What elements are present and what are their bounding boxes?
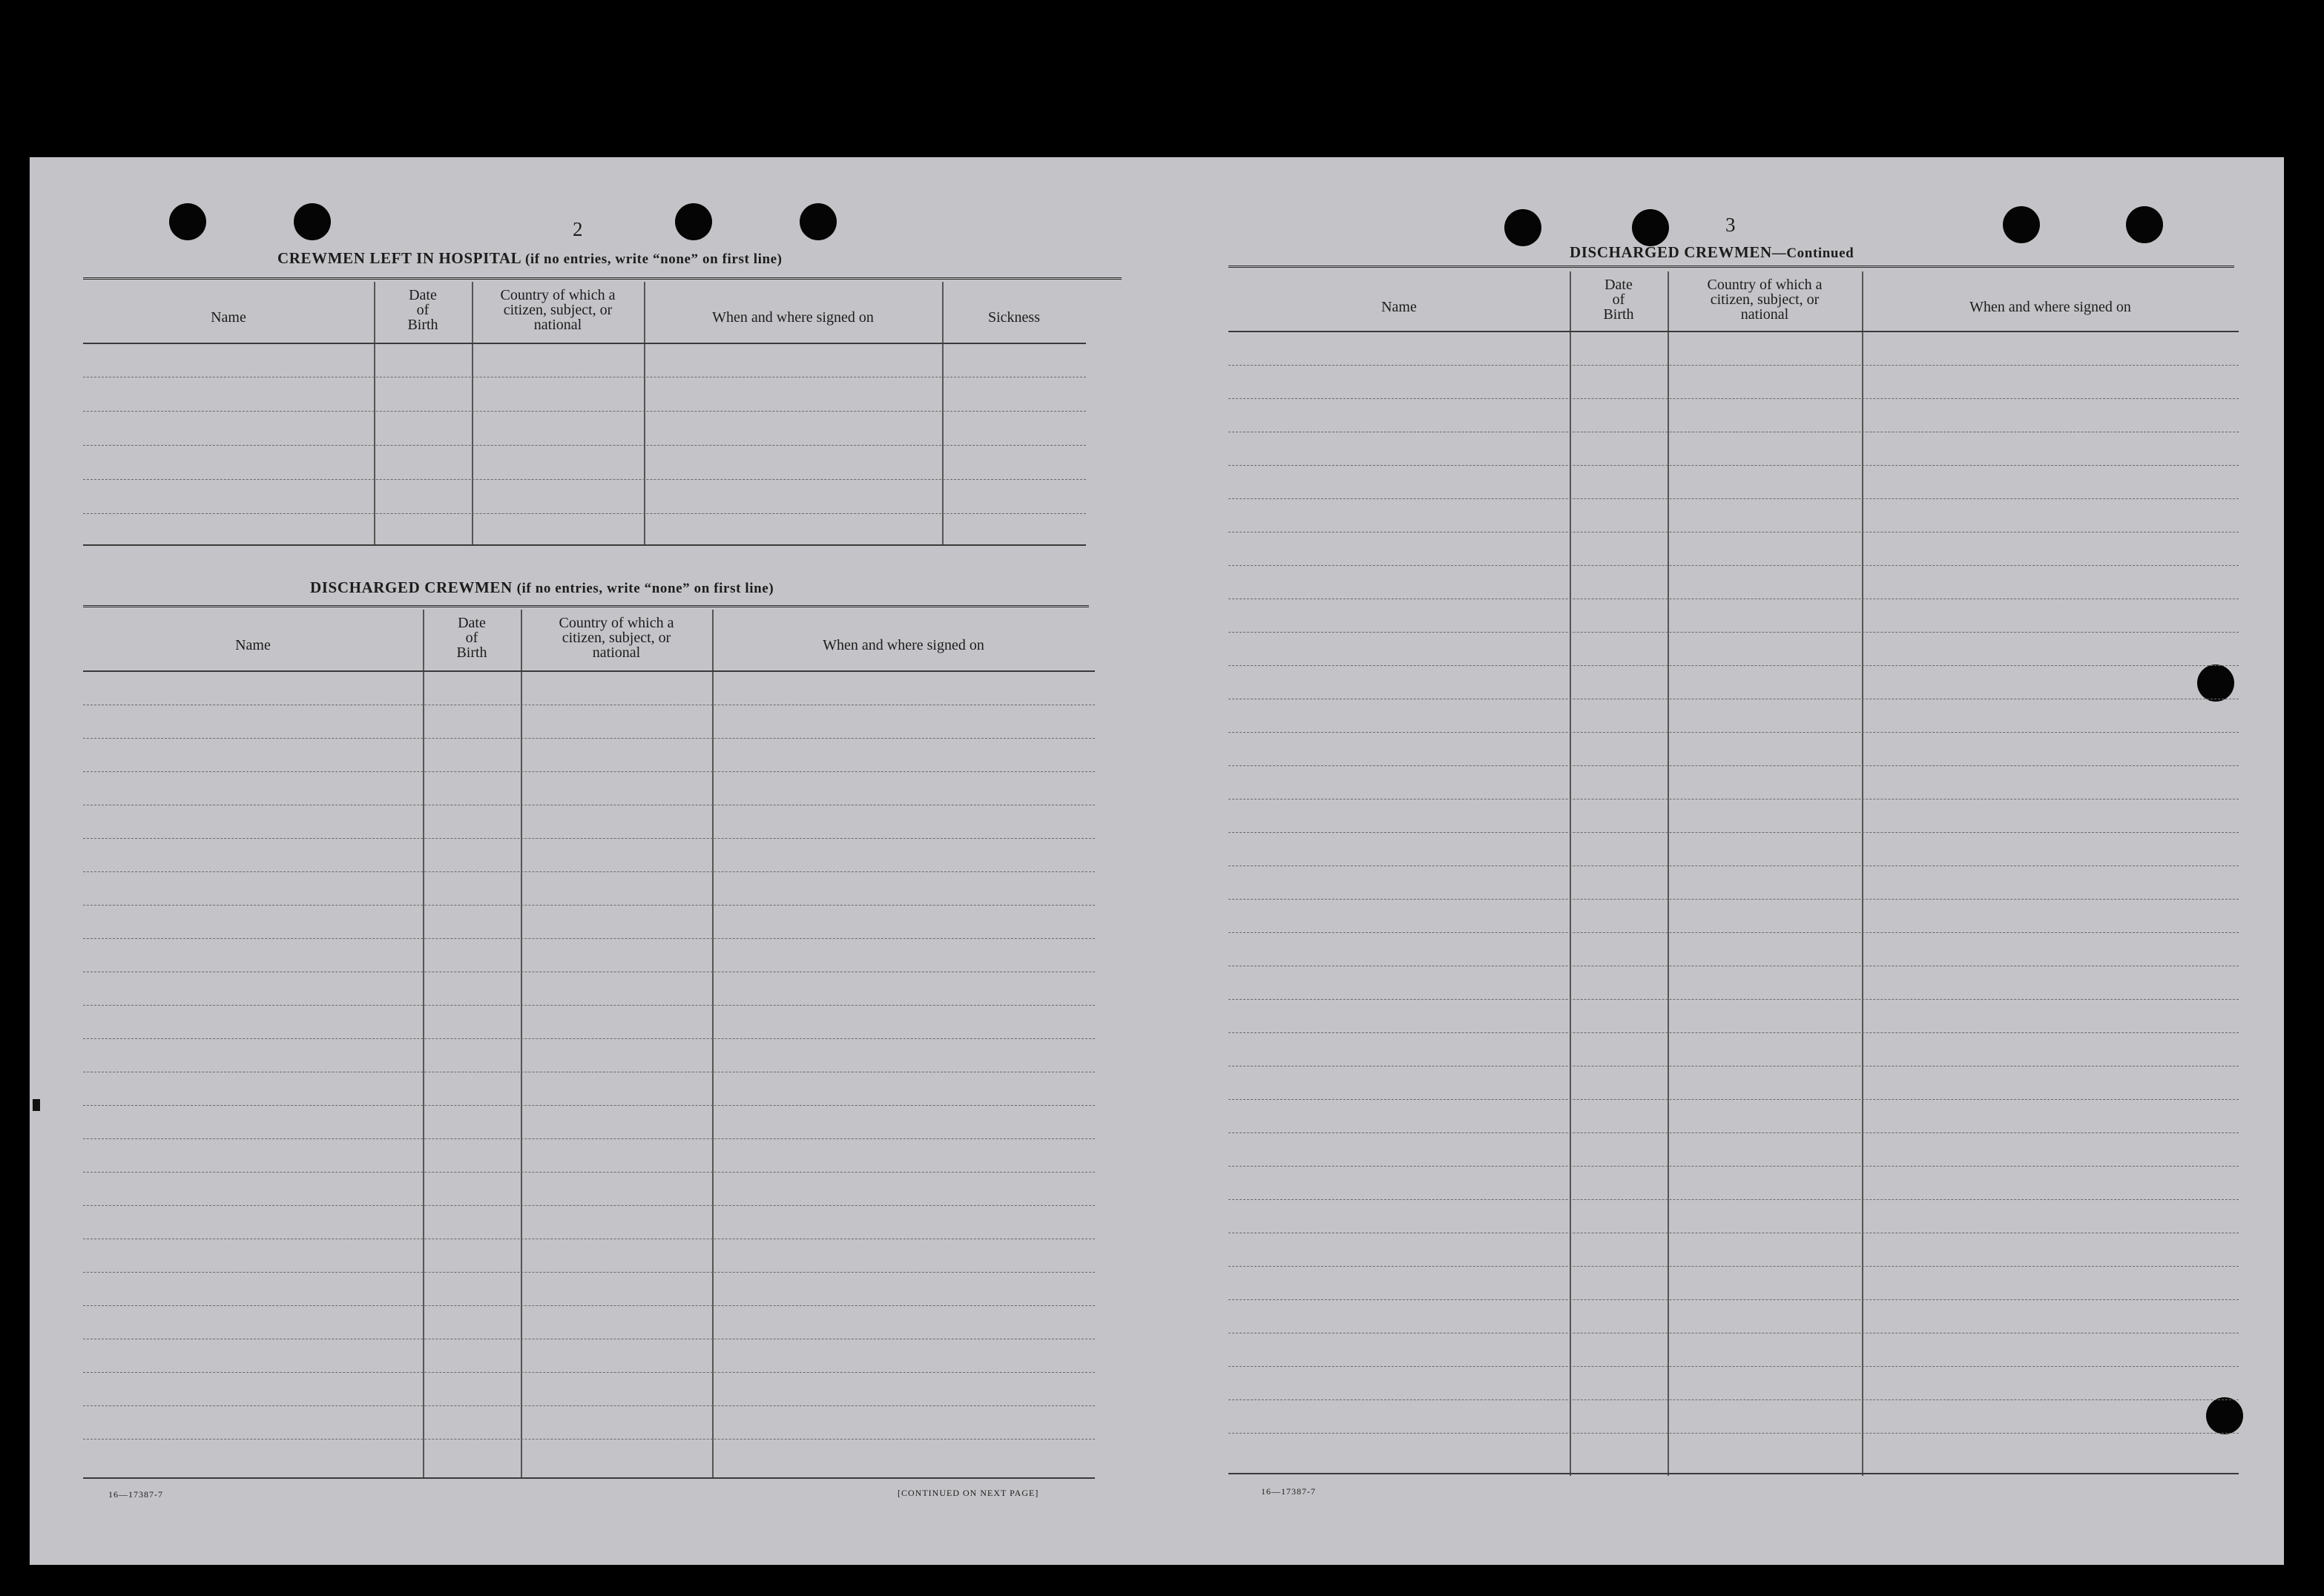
discharged-title-bold: DISCHARGED CREWMEN <box>310 578 513 596</box>
table-bottom-rule <box>1228 1473 2239 1474</box>
entry-line <box>83 938 1095 939</box>
column-header-date-of-birth: Date of Birth <box>407 287 438 333</box>
hospital-title-bold: CREWMEN LEFT IN HOSPITAL <box>277 249 521 267</box>
column-header-signed-on: When and where signed on <box>712 309 874 326</box>
table-bottom-rule <box>83 544 1086 546</box>
entry-line <box>1228 899 2239 900</box>
header-rule <box>1228 331 2239 332</box>
punch-hole <box>2126 206 2163 243</box>
continued-note: [CONTINUED ON NEXT PAGE] <box>898 1488 1039 1498</box>
hospital-table <box>83 282 1122 546</box>
discharged-continued-title-note: —Continued <box>1771 245 1854 261</box>
punch-hole <box>169 203 206 240</box>
punch-hole <box>2003 206 2040 243</box>
discharged-section-title <box>310 578 774 597</box>
entry-line <box>83 513 1086 514</box>
left-page <box>30 157 1178 1565</box>
punch-hole <box>800 203 837 240</box>
column-divider <box>472 282 473 546</box>
entry-line <box>1228 1299 2239 1300</box>
column-divider <box>1668 271 1669 1476</box>
column-header-sickness: Sickness <box>988 309 1040 326</box>
entry-line <box>1228 999 2239 1000</box>
entry-line <box>1228 565 2239 566</box>
column-divider <box>423 610 424 1477</box>
entry-line <box>1228 832 2239 833</box>
entry-line <box>83 1405 1095 1406</box>
page-number: 3 <box>1725 214 1736 236</box>
entry-line <box>1228 365 2239 366</box>
section-rule <box>83 605 1089 607</box>
column-divider <box>644 282 645 546</box>
entry-line <box>83 479 1086 480</box>
form-number: 16—17387-7 <box>108 1489 163 1500</box>
entry-line <box>83 871 1095 872</box>
entry-line <box>1228 865 2239 866</box>
column-header-name: Name <box>235 637 271 653</box>
header-rule <box>83 670 1095 672</box>
discharged-table <box>83 610 1129 1485</box>
entry-line <box>83 1172 1095 1173</box>
entry-line <box>1228 1032 2239 1033</box>
hospital-section-title <box>277 249 783 268</box>
entry-line <box>83 1038 1095 1039</box>
entry-line <box>1228 465 2239 466</box>
column-header-date-of-birth: Date of Birth <box>1603 277 1634 323</box>
punch-hole <box>1504 209 1541 246</box>
column-divider <box>942 282 944 546</box>
discharged-continued-title-bold: DISCHARGED CREWMEN <box>1570 243 1772 261</box>
page-number: 2 <box>573 218 583 240</box>
section-rule <box>1228 266 2234 268</box>
punch-hole <box>675 203 712 240</box>
column-header-date-of-birth: Date of Birth <box>456 615 487 661</box>
entry-line <box>1228 1099 2239 1100</box>
column-divider <box>1862 271 1863 1476</box>
discharged-continued-table <box>1228 271 2252 1492</box>
entry-line <box>83 905 1095 906</box>
entry-line <box>83 1372 1095 1373</box>
entry-line <box>1228 398 2239 399</box>
entry-line <box>1228 598 2239 599</box>
punch-hole <box>1632 209 1669 246</box>
column-divider <box>1570 271 1571 1476</box>
discharged-continued-title <box>1570 243 1854 262</box>
entry-line <box>83 771 1095 772</box>
entry-line <box>1228 498 2239 499</box>
column-header-name: Name <box>211 309 246 326</box>
entry-line <box>1228 1399 2239 1400</box>
entry-line <box>1228 1199 2239 1200</box>
section-rule <box>83 277 1122 280</box>
entry-line <box>1228 1132 2239 1133</box>
column-divider <box>374 282 375 546</box>
entry-line <box>83 411 1086 412</box>
column-header-signed-on: When and where signed on <box>1969 299 2131 315</box>
entry-line <box>83 445 1086 446</box>
entry-line <box>1228 1366 2239 1367</box>
entry-line <box>83 1205 1095 1206</box>
edge-mark <box>33 1099 40 1111</box>
hospital-title-note: (if no entries, write “none” on first line) <box>524 251 783 267</box>
form-number: 16—17387-7 <box>1261 1486 1316 1497</box>
column-header-name: Name <box>1381 299 1417 315</box>
table-bottom-rule <box>83 1477 1095 1479</box>
entry-line <box>83 1105 1095 1106</box>
entry-line <box>1228 1266 2239 1267</box>
entry-line <box>1228 732 2239 733</box>
entry-line <box>83 838 1095 839</box>
entry-line <box>83 1272 1095 1273</box>
entry-line <box>83 1305 1095 1306</box>
discharged-title-note: (if no entries, write “none” on first line) <box>516 581 774 596</box>
entry-line <box>83 738 1095 739</box>
entry-line <box>1228 765 2239 766</box>
column-divider <box>521 610 522 1477</box>
column-header-country: Country of which a citizen, subject, or national <box>559 615 674 661</box>
entry-line <box>83 1138 1095 1139</box>
header-rule <box>83 343 1086 344</box>
punch-hole <box>294 203 331 240</box>
entry-line <box>83 1439 1095 1440</box>
entry-line <box>1228 665 2239 666</box>
right-page <box>1168 157 2284 1565</box>
entry-line <box>1228 1433 2239 1434</box>
column-divider <box>712 610 714 1477</box>
entry-line <box>1228 1166 2239 1167</box>
column-header-country: Country of which a citizen, subject, or national <box>500 287 616 333</box>
entry-line <box>1228 632 2239 633</box>
column-header-country: Country of which a citizen, subject, or national <box>1707 277 1823 323</box>
column-header-signed-on: When and where signed on <box>823 637 984 653</box>
entry-line <box>83 1005 1095 1006</box>
entry-line <box>1228 932 2239 933</box>
